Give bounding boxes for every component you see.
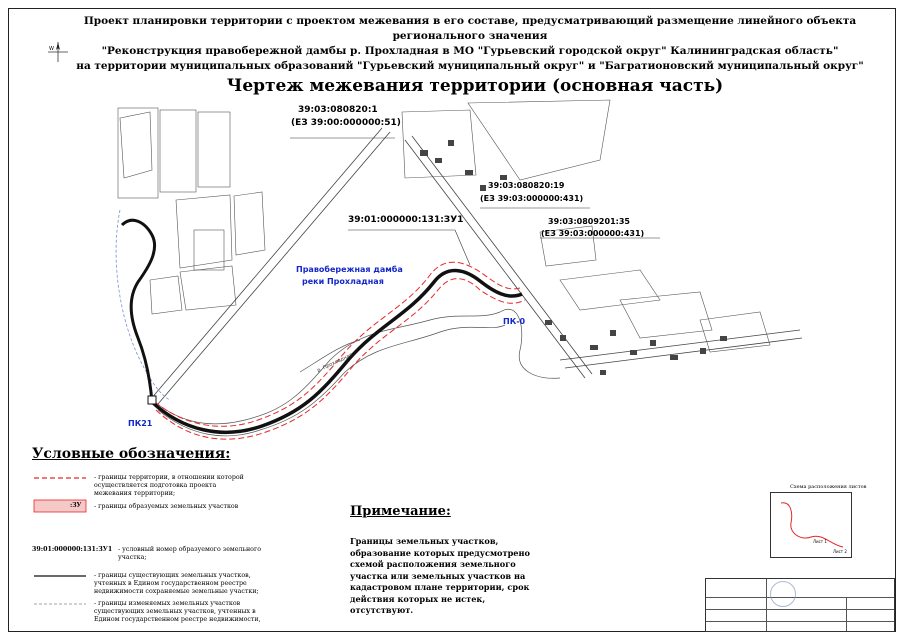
parcel-label-1-ez: (ЕЗ 39:00:000000:51) [291, 118, 401, 128]
parcel-label-3: 39:03:0809201:35 [548, 217, 630, 226]
sheet-layout-map [771, 493, 853, 559]
pk21-marker [148, 396, 156, 404]
note-title: Примечание: [350, 504, 451, 519]
scheme-title: Схема расположения листов [790, 484, 867, 490]
parcel-label-2: 39:03:080820:19 [488, 181, 565, 190]
drawing-subtitle: Чертеж межевания территории (основная часть) [226, 76, 724, 96]
stamp-seal-icon [770, 581, 796, 607]
building-plots [118, 100, 770, 352]
new-parcel-label: 39:01:000000:131:ЗУ1 [348, 215, 464, 225]
legend-symbol-zu: :ЗУ [70, 502, 82, 509]
roads [150, 128, 802, 404]
dam-track [122, 220, 522, 432]
territory-boundary [148, 262, 525, 439]
legend-item-existing: - границы существующих земельных участков, учтенных в Едином государственном реестре недвижимости сохраняемые земельные участки; [94, 572, 259, 595]
legend-symbol-number: 39:01:000000:131:ЗУ1 [32, 546, 113, 553]
legend-item-number: - условный номер образуемого земельного участка; [118, 546, 262, 561]
note-text: Границы земельных участков, образование которых предусмотрено схемой расположения земельного участка или земельных участков на кадастровом плане территории, срок действия которых не истек, отсутствуют. [350, 536, 530, 615]
dam-label-1: Правобережная дамба [296, 265, 403, 274]
dam-label-2: реки Прохладная [302, 277, 384, 286]
legend-title: Условные обозначения: [32, 446, 231, 462]
left-water-channel [116, 210, 170, 400]
legend-symbols-bottom [30, 572, 90, 608]
title-line-1: Проект планировки территории с проектом межевания в его составе, предусматривающий размещение линейного объекта регионального значения [83, 15, 857, 42]
legend-item-new-parcels: - границы образуемых земельных участков [94, 503, 239, 510]
svg-text:W: W [49, 46, 54, 52]
scheme-sheet-1: Лист 1 [813, 539, 827, 544]
title-line-3: на территории муниципальных образований "Гурьевский муниципальный округ" и "Багратионовский муниципальный округ" [76, 60, 864, 72]
scheme-sheet-2: Лист 2 [833, 549, 847, 554]
pk21-label: ПК21 [128, 419, 153, 428]
leader-lines [290, 138, 660, 265]
parcel-label-2-ez: (ЕЗ 39:03:000000:431) [480, 194, 584, 203]
title-block [705, 578, 895, 632]
pk0-label: ПК-0 [503, 317, 526, 326]
legend-item-territory: - границы территории, в отношении которой осуществляется подготовка проекта межевания территории; [94, 474, 244, 497]
title-line-2: "Реконструкция правобережной дамбы р. Прохладная в МО "Гурьевский городской округ" Калининградская область" [101, 45, 839, 57]
parcel-label-1: 39:03:080820:1 [298, 105, 378, 115]
legend-item-changed: - границы изменяемых земельных участков существующих земельных участков, учтенных в Едином государственном реестре недвижимости, [94, 600, 261, 623]
river-label: р. Прохладная [316, 352, 354, 374]
parcel-label-3-ez: (ЕЗ 39:03:000000:431) [541, 229, 645, 238]
sheet-layout-scheme [770, 492, 852, 558]
